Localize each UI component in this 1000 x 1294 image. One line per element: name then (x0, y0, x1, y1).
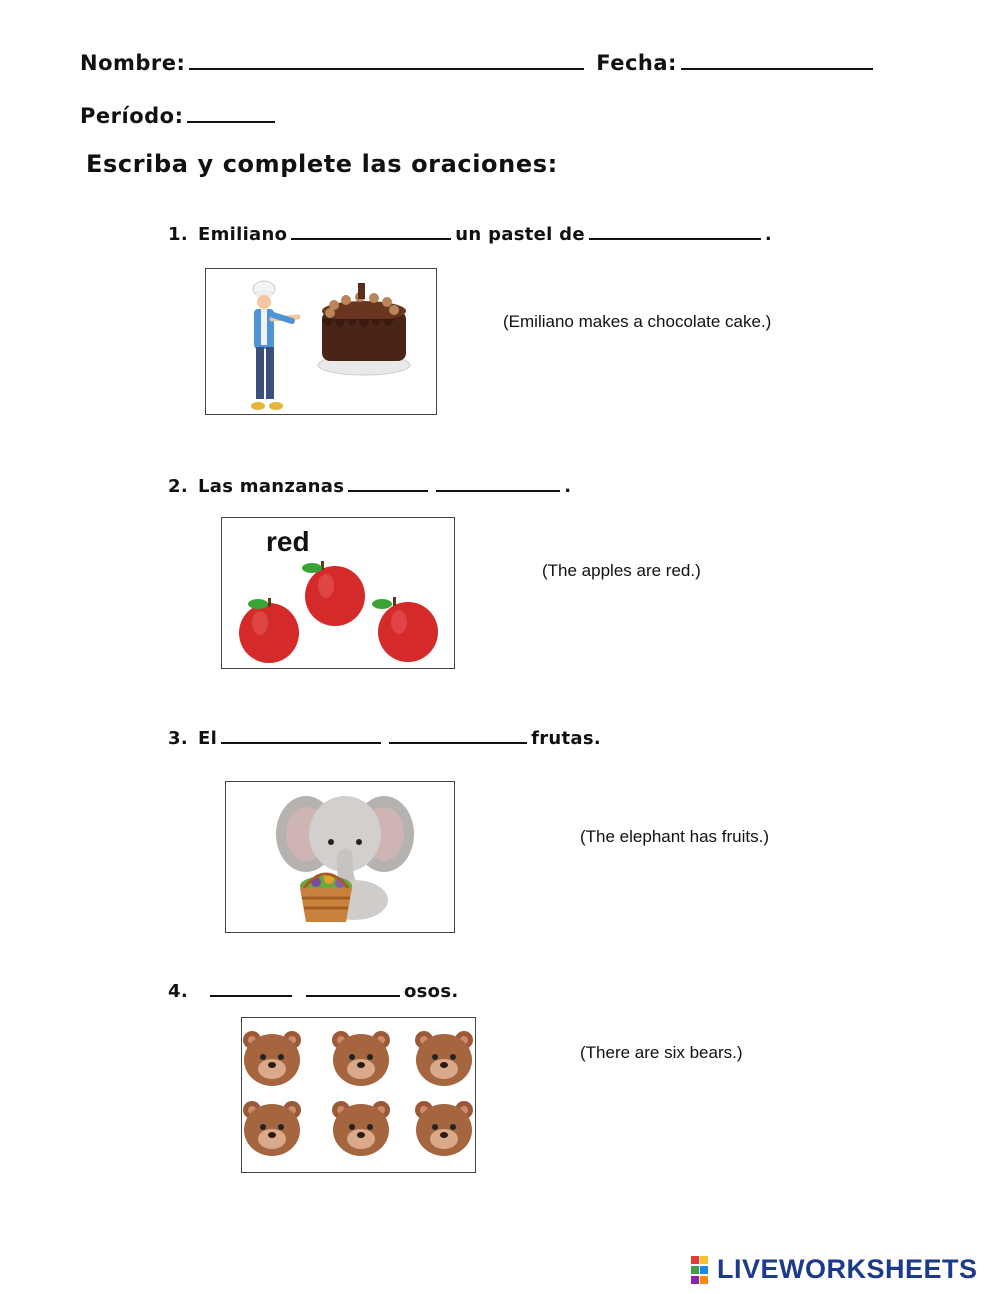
six-bears-image (241, 1017, 476, 1173)
answer-blank[interactable] (436, 472, 560, 492)
question-number: 1. (168, 224, 188, 245)
answer-blank[interactable] (221, 724, 381, 744)
answer-blank[interactable] (389, 724, 527, 744)
red-apples-image (221, 517, 455, 669)
translation-4: (There are six bears.) (580, 1043, 743, 1062)
bears-illustration (242, 1018, 475, 1172)
translation-1: (Emiliano makes a chocolate cake.) (503, 312, 772, 331)
answer-blank[interactable] (291, 220, 451, 240)
question-number: 3. (168, 728, 188, 749)
bear-icon (332, 1031, 390, 1086)
question-text: osos. (404, 981, 459, 1002)
name-label: Nombre: (80, 51, 186, 75)
name-blank[interactable] (189, 50, 584, 70)
question-text: . (764, 224, 773, 245)
answer-blank[interactable] (348, 472, 428, 492)
question-number: 2. (168, 476, 188, 497)
apple-icon (302, 561, 365, 626)
elephant-illustration (226, 782, 454, 932)
apple-icon (239, 598, 299, 663)
question-1 (168, 220, 772, 245)
answer-blank[interactable] (210, 977, 292, 997)
name-date-line (80, 50, 877, 75)
apples-illustration (222, 518, 454, 668)
question-2 (168, 472, 571, 497)
brand-name: LIVEWORKSHEETS (717, 1254, 978, 1284)
answer-blank[interactable] (589, 220, 761, 240)
question-text: un pastel de (455, 224, 585, 245)
question-text: Emiliano (198, 224, 288, 245)
date-blank[interactable] (681, 50, 873, 70)
period-line (80, 103, 279, 128)
question-4 (168, 977, 459, 1002)
translation-2: (The apples are red.) (542, 561, 701, 580)
bear-icon (415, 1101, 473, 1156)
period-blank[interactable] (187, 103, 275, 123)
liveworksheets-logo (691, 1254, 978, 1285)
question-text: Las manzanas (198, 476, 345, 497)
chef-cake-illustration (206, 269, 436, 414)
bear-icon (332, 1101, 390, 1156)
liveworksheets-logo-icon (691, 1256, 717, 1284)
bear-icon (243, 1031, 301, 1086)
translation-3: (The elephant has fruits.) (580, 827, 769, 846)
period-label: Período: (80, 104, 184, 128)
bear-icon (243, 1101, 301, 1156)
question-number: 4. (168, 981, 188, 1002)
answer-blank[interactable] (306, 977, 400, 997)
chef-cake-image (205, 268, 437, 415)
bear-icon (415, 1031, 473, 1086)
question-text: . (564, 476, 572, 497)
elephant-fruits-image (225, 781, 455, 933)
question-text: frutas. (531, 728, 602, 749)
date-label: Fecha: (596, 51, 677, 75)
question-text: El (198, 728, 218, 749)
instructions-title: Escriba y complete las oraciones: (86, 150, 558, 178)
image-word-red: red (266, 526, 310, 557)
apple-icon (372, 597, 438, 662)
question-3 (168, 724, 601, 749)
